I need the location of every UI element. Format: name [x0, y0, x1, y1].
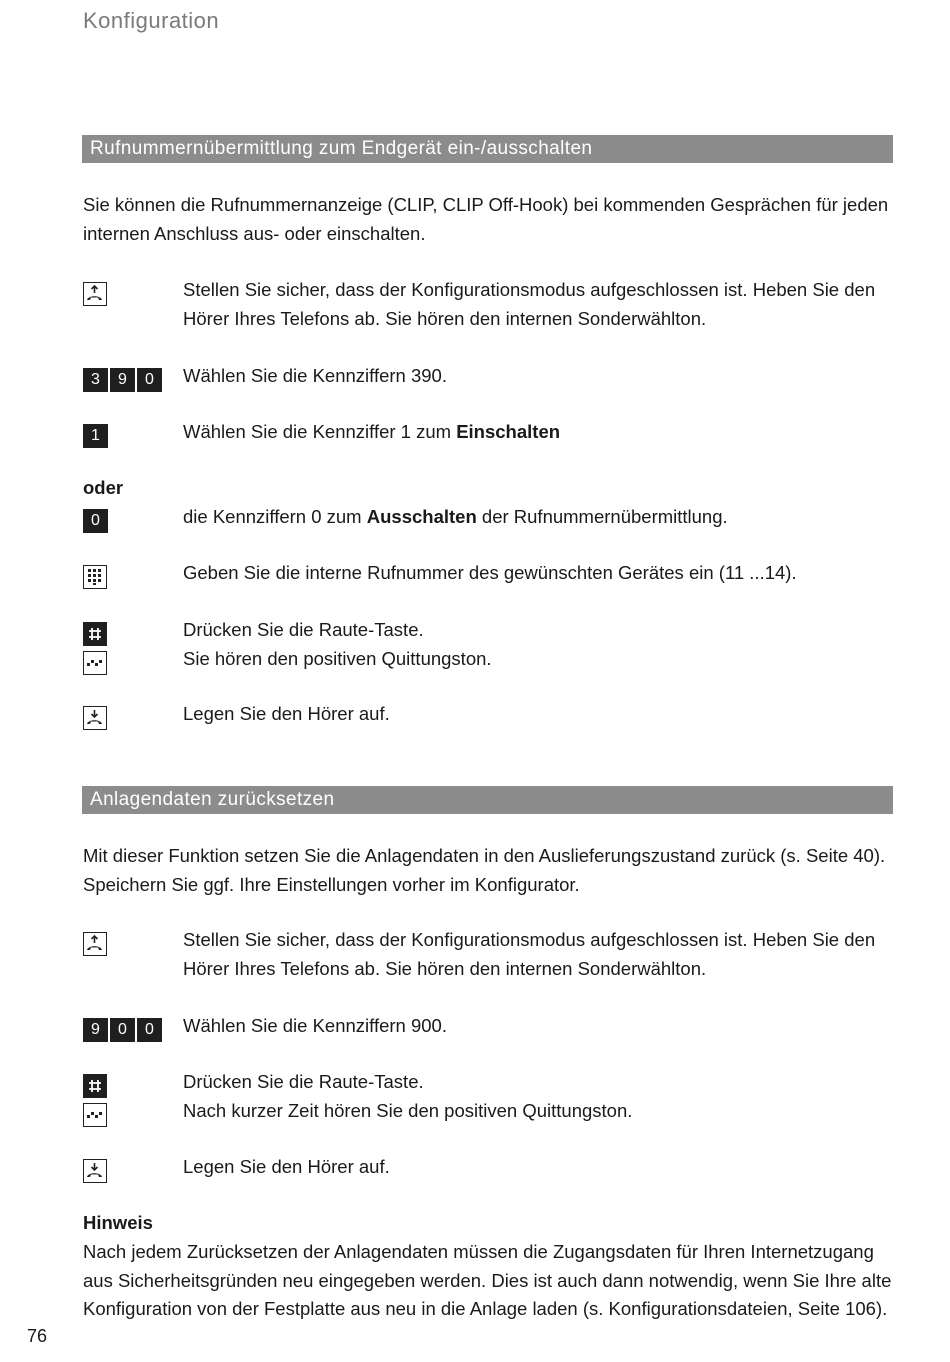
hash-key-icon [83, 622, 107, 646]
step-hash-text: Drücken Sie die Raute-Taste. [183, 1071, 424, 1092]
handset-down-icon [83, 1159, 107, 1183]
key-digit: 0 [137, 368, 162, 392]
step-enable-text [183, 418, 883, 447]
confirmation-tone-icon [83, 651, 107, 675]
key-digit: 0 [110, 1018, 135, 1042]
key-digit: 1 [83, 424, 108, 448]
step-pickup-text: Stellen Sie sicher, dass der Konfigurationsmodus aufgeschlossen ist. Heben Sie den Hörer Ihres Telefons ab. Sie hören den internen Sonderwählton. [183, 279, 876, 329]
section1-intro: Sie können die Rufnummernanzeige (CLIP, CLIP Off-Hook) bei kommenden Gesprächen für jeden internen Anschluss aus- oder einschalten. [83, 194, 889, 244]
key-digit: 3 [83, 368, 108, 392]
key-digit: 9 [110, 368, 135, 392]
page-header-title: Konfiguration [83, 8, 220, 33]
step-hangup-2-text: Legen Sie den Hörer auf. [183, 1156, 390, 1177]
handset-down-icon [83, 706, 107, 730]
step-hash-tone [83, 619, 893, 682]
section-heading-reset: Anlagendaten zurücksetzen [82, 786, 893, 814]
step-hash-tone-2 [83, 1071, 893, 1134]
step-dial-text: Wählen Sie die Kennziffern 390. [183, 365, 447, 386]
step-number-text: Geben Sie die interne Rufnummer des gewünschten Gerätes ein (11 ...14). [183, 562, 797, 583]
step-dial-900-text: Wählen Sie die Kennziffern 900. [183, 1015, 447, 1036]
step-pickup-2-text: Stellen Sie sicher, dass der Konfigurationsmodus aufgeschlossen ist. Heben Sie den Hörer Ihres Telefons ab. Sie hören den internen Sonderwählton. [183, 929, 876, 979]
key-digit: 9 [83, 1018, 108, 1042]
step-enable-prefix: Wählen Sie die Kennziffer 1 zum [183, 421, 457, 442]
hint-text: Nach jedem Zurücksetzen der Anlagendaten müssen die Zugangsdaten für Ihren Internetzugang aus Sicherheitsgründen neu eingegeben werden. Dies ist auch dann notwendig, wenn Sie Ihre alte Konfiguration von der Festplatte aus neu in die Anlage laden (s. Konfigurationsdateien, Seite 106). [83, 1241, 892, 1319]
oder-label: oder [83, 477, 124, 498]
step-hangup [83, 703, 893, 766]
step-disable-bold: Ausschalten [366, 506, 477, 527]
page-number: 76 [27, 1326, 48, 1346]
section2-intro: Mit dieser Funktion setzen Sie die Anlagendaten in den Auslieferungszustand zurück (s. Seite 40). Speichern Sie ggf. Ihre Einstellungen vorher im Konfigurator. [83, 845, 886, 895]
step-hangup-2 [83, 1156, 893, 1219]
step-tone-text: Nach kurzer Zeit hören Sie den positiven Quittungston. [183, 1099, 633, 1121]
step-hash-tone-2-text [183, 1068, 883, 1125]
step-disable-text [183, 503, 883, 532]
confirmation-tone-icon [83, 1103, 107, 1127]
keypad-icon [83, 565, 107, 589]
step-pickup-2 [83, 929, 893, 992]
key-sequence-390 [83, 368, 178, 392]
step-disable-suffix: der Rufnummernübermittlung. [476, 506, 728, 527]
section-heading-clip: Rufnummernübermittlung zum Endgerät ein-/ausschalten [82, 135, 893, 163]
step-hash-text: Drücken Sie die Raute-Taste. [183, 619, 424, 640]
handset-lift-icon [83, 282, 107, 306]
key-sequence-900 [83, 1018, 178, 1042]
hash-key-icon [83, 1074, 107, 1098]
step-pickup [83, 279, 893, 342]
key-digit: 0 [83, 509, 108, 533]
step-hash-tone-text [183, 616, 883, 673]
step-tone-text: Sie hören den positiven Quittungston. [183, 647, 492, 669]
step-hangup-text: Legen Sie den Hörer auf. [183, 703, 390, 724]
handset-lift-icon [83, 932, 107, 956]
step-enable [83, 421, 893, 484]
hint-title: Hinweis [83, 1212, 153, 1233]
key-digit: 0 [137, 1018, 162, 1042]
step-disable-prefix: die Kennziffern 0 zum [183, 506, 367, 527]
step-enable-bold: Einschalten [456, 421, 561, 442]
